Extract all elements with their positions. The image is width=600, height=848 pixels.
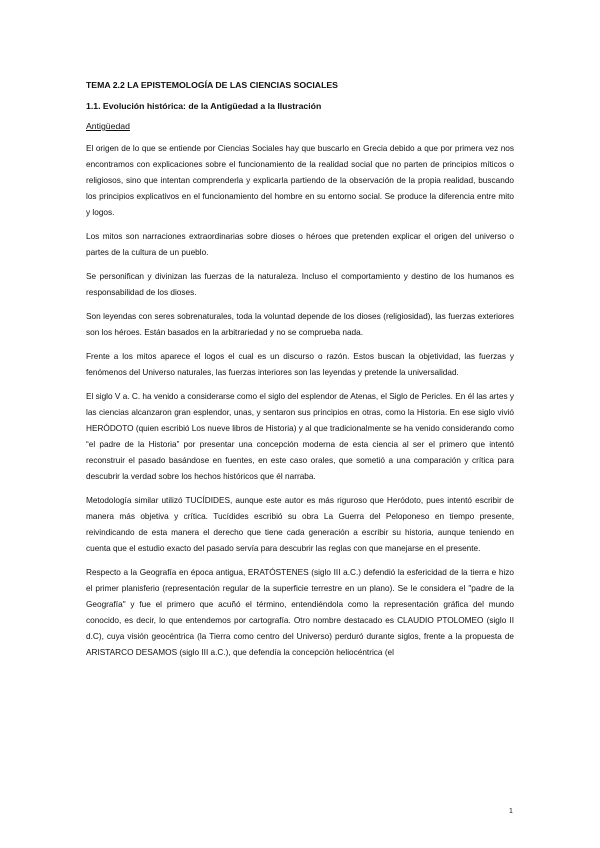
paragraph: Respecto a la Geografía en época antigua, ERATÓSTENES (siglo III a.C.) defendió la esfericidad de la tierra e hizo el primer planisferio (representación regular de la superficie terrestre en un plano). Se le considera el "padre de la Geografía" y fue el primero que acuñó el término, entendiéndola como la representación gráfica del mundo conocido, es decir, lo que entendemos por cartografía. Otro nombre destacado es CLAUDIO PTOLOMEO (siglo II d.C), cuya visión geocéntrica (la Tierra como centro del Universo) perduró durante siglos, frente a la propuesta de ARISTARCO DESAMOS (siglo III a.C.), que defendía la concepción heliocéntrica (el (86, 568, 514, 657)
paragraph: Los mitos son narraciones extraordinarias sobre dioses o héroes que pretenden explicar el origen del universo o partes de la cultura de un pueblo. (86, 232, 514, 257)
section-subtitle: 1.1. Evolución histórica: de la Antigüedad a la Ilustración (86, 101, 322, 111)
paragraph: Metodología similar utilizó TUCÍDIDES, aunque este autor es más riguroso que Heródoto, pues intentó escribir de manera más objetiva y crítica. Tucídides escribió su obra La Guerra del Peloponeso en tiempo presente, reivindicando de esta manera el derecho que tiene cada generación a escribir su historia, aunque teniendo en cuenta que el estudio exacto del pasado servía para descubrir las reglas con que manejarse en el presente. (86, 496, 514, 553)
page-number: 1 (509, 808, 513, 815)
paragraph: Frente a los mitos aparece el logos el cual es un discurso o razón. Estos buscan la objetividad, las fuerzas y fenómenos del Universo naturales, las fuerzas interiores son las leyendas y pretende la universalidad. (86, 352, 514, 377)
paragraph: El origen de lo que se entiende por Ciencias Sociales hay que buscarlo en Grecia debido a que por primera vez nos encontramos con explicaciones sobre el funcionamiento de la realidad social que no parten de principios míticos o religiosos, sino que intentan comprenderla y explicarla partiendo de la observación de la propia realidad, buscando los principios explicativos en el funcionamiento del hombre en su entorno social. Se produce la diferencia entre mito y logos. (86, 144, 514, 217)
page-content (86, 79, 514, 669)
document-title: TEMA 2.2 LA EPISTEMOLOGÍA DE LAS CIENCIAS SOCIALES (86, 80, 338, 90)
paragraph: Son leyendas con seres sobrenaturales, toda la voluntad depende de los dioses (religiosidad), las fuerzas exteriores son los héroes. Están basados en la arbitrariedad y no se comprueba nada. (86, 312, 514, 337)
paragraph: El siglo V a. C. ha venido a considerarse como el siglo del esplendor de Atenas, el Siglo de Pericles. En él las artes y las ciencias alcanzaron gran esplendor, unas, y sentaron sus principios en otras, como la Historia. En ese siglo vivió HERÓDOTO (quien escribió Los nueve libros de Historia) y al que tradicionalmente se ha venido considerando como “el padre de la Historia” por presentar una concepción moderna de esta ciencia al ser el primero que intentó reconstruir el pasado basándose en fuentes, en este caso orales, que sometió a una comparación y crítica para descubrir la verdad sobre los hechos históricos que él narraba. (86, 392, 514, 481)
paragraph: Se personifican y divinizan las fuerzas de la naturaleza. Incluso el comportamiento y destino de los humanos es responsabilidad de los dioses. (86, 272, 514, 297)
section-heading: Antigüedad (86, 121, 130, 131)
